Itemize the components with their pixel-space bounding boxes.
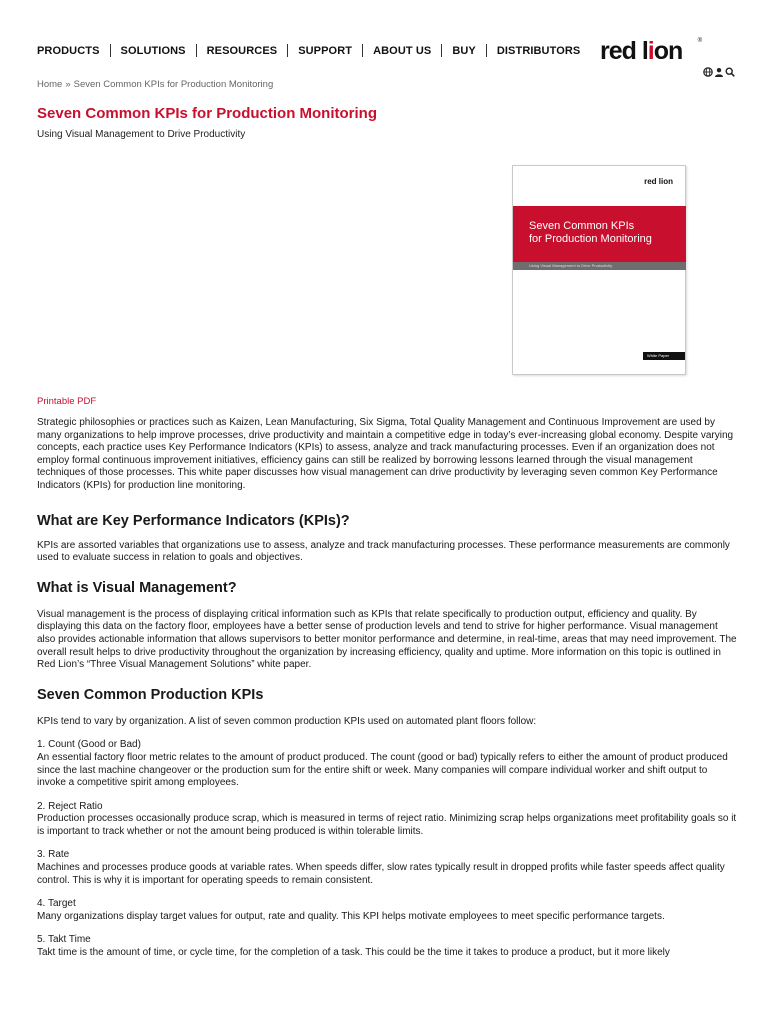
kpi-item-text: Many organizations display target values for output, rate and quality. This KPI helps motivate employees to meet specific performance targets. bbox=[37, 910, 665, 922]
nav-divider bbox=[486, 44, 487, 57]
logo-registered-mark: ® bbox=[697, 38, 702, 44]
nav-support[interactable]: SUPPORT bbox=[298, 44, 353, 57]
white-paper-cover bbox=[512, 165, 686, 375]
nav-products[interactable]: PRODUCTS bbox=[37, 44, 100, 57]
kpi-item-title: 5. Takt Time bbox=[37, 934, 91, 946]
breadcrumb-current: Seven Common KPIs for Production Monitoring bbox=[73, 79, 274, 90]
article-body bbox=[37, 417, 737, 960]
seven-kpis-intro: KPIs tend to vary by organization. A list of seven common production KPIs used on automated plant floors follow: bbox=[37, 715, 537, 727]
breadcrumb bbox=[37, 79, 273, 90]
globe-icon[interactable] bbox=[703, 64, 713, 74]
kpi-item bbox=[37, 934, 737, 959]
logo-wordmark: red lion bbox=[600, 37, 683, 65]
cover-logo: red lion bbox=[644, 177, 673, 186]
kpi-item-title: 1. Count (Good or Bad) bbox=[37, 739, 141, 751]
nav-buy[interactable]: BUY bbox=[452, 44, 476, 57]
nav-distributors[interactable]: DISTRIBUTORS bbox=[496, 44, 581, 57]
intro-paragraph: Strategic philosophies or practices such as Kaizen, Lean Manufacturing, Six Sigma, Total Quality Management and Continuous Improvement are used by many organizations to help improve processes, drive productivity and maintain a competitive edge in today’s ever-increasing global economy. Despite varying concepts, each practice uses Key Performance Indicators (KPIs) to assess, analyze and track manufacturing processes. Even if an organization does not employ formal continuous improvement initiatives, efficiency gains can still be realized by borrowing lessons learned through the visual management techniques of those processes. This white paper discusses how visual management can drive productivity by leveraging seven common Key Performance Indicators (KPIs) for production line monitoring. bbox=[37, 417, 734, 491]
user-icon[interactable] bbox=[714, 64, 724, 74]
kpi-item bbox=[37, 801, 737, 839]
breadcrumb-separator: » bbox=[65, 79, 71, 90]
kpi-item bbox=[37, 739, 737, 789]
nav-divider bbox=[110, 44, 111, 57]
kpi-item-title: 2. Reject Ratio bbox=[37, 800, 103, 812]
kpi-item-text: Production processes occasionally produce scrap, which is measured in terms of reject ratio. Minimizing scrap helps organizations meet profitability goals so it is important to track whether or not the amount being produced is within tolerable limits. bbox=[37, 813, 737, 837]
printable-pdf-link[interactable]: Printable PDF bbox=[37, 396, 97, 407]
utility-icons bbox=[703, 64, 735, 74]
nav-about-us[interactable]: ABOUT US bbox=[373, 44, 432, 57]
kpi-paragraph: KPIs are assorted variables that organizations use to assess, analyze and track manufacturing processes. These performance measurements are commonly used to evaluate success in relation to goals and objectives. bbox=[37, 539, 730, 564]
kpi-item-text: Takt time is the amount of time, or cycle time, for the completion of a task. This could be the time it takes to produce a product, but it more likely bbox=[37, 947, 670, 959]
visual-management-heading: What is Visual Management? bbox=[37, 579, 237, 596]
kpi-item bbox=[37, 898, 737, 923]
cover-title-band bbox=[513, 206, 686, 262]
seven-kpis-heading: Seven Common Production KPIs bbox=[37, 686, 264, 703]
visual-management-paragraph: Visual management is the process of displaying critical information such as KPIs that relate specifically to production output, efficiency and quality. By displaying this data on the factory floor, employees have a better sense of production levels and tend to strive for higher performance. Visual management also provides actionable information that allows supervisors to better monitor performance and determine, in real-time, areas that may need improvement. The overall result helps to drive productivity throughout the organization by increasing efficiency, quality and uptime. More information on this topic is outlined in Red Lion’s “Three Visual Management Solutions” white paper. bbox=[37, 608, 737, 671]
nav-solutions[interactable]: SOLUTIONS bbox=[120, 44, 186, 57]
cover-title: Seven Common KPIs for Production Monitoring bbox=[529, 220, 652, 245]
breadcrumb-home[interactable]: Home bbox=[37, 79, 63, 90]
cover-footer-tag: White Paper bbox=[643, 352, 685, 360]
search-icon[interactable] bbox=[725, 64, 735, 74]
nav-divider bbox=[441, 44, 442, 57]
kpi-item-text: An essential factory floor metric relates to the amount of product produced. The count (good or bad) typically refers to either the amount of product produced since the last machine changeover or the production sum for the entire shift or week. Many companies will compare individual worker and shift output to invoke a competitive spirit among employees. bbox=[37, 751, 728, 789]
nav-resources[interactable]: RESOURCES bbox=[206, 44, 278, 57]
kpi-item bbox=[37, 849, 737, 887]
page-subtitle: Using Visual Management to Drive Productivity bbox=[37, 129, 246, 140]
main-nav bbox=[37, 44, 580, 57]
nav-divider bbox=[196, 44, 197, 57]
kpi-item-title: 3. Rate bbox=[37, 849, 70, 861]
kpi-item-text: Machines and processes produce goods at variable rates. When speeds differ, slow rates typically result in dropped profits while faster speeds affect quality control. This is why it is important for operating speeds to remain consistent. bbox=[37, 862, 725, 886]
cover-subtitle-strip: Using Visual Management to Drive Productivity bbox=[513, 262, 686, 270]
nav-divider bbox=[287, 44, 288, 57]
page-title: Seven Common KPIs for Production Monitoring bbox=[37, 105, 378, 122]
kpi-item-title: 4. Target bbox=[37, 898, 76, 910]
kpi-heading: What are Key Performance Indicators (KPIs)? bbox=[37, 512, 350, 529]
red-lion-logo[interactable] bbox=[600, 36, 704, 66]
nav-divider bbox=[362, 44, 363, 57]
